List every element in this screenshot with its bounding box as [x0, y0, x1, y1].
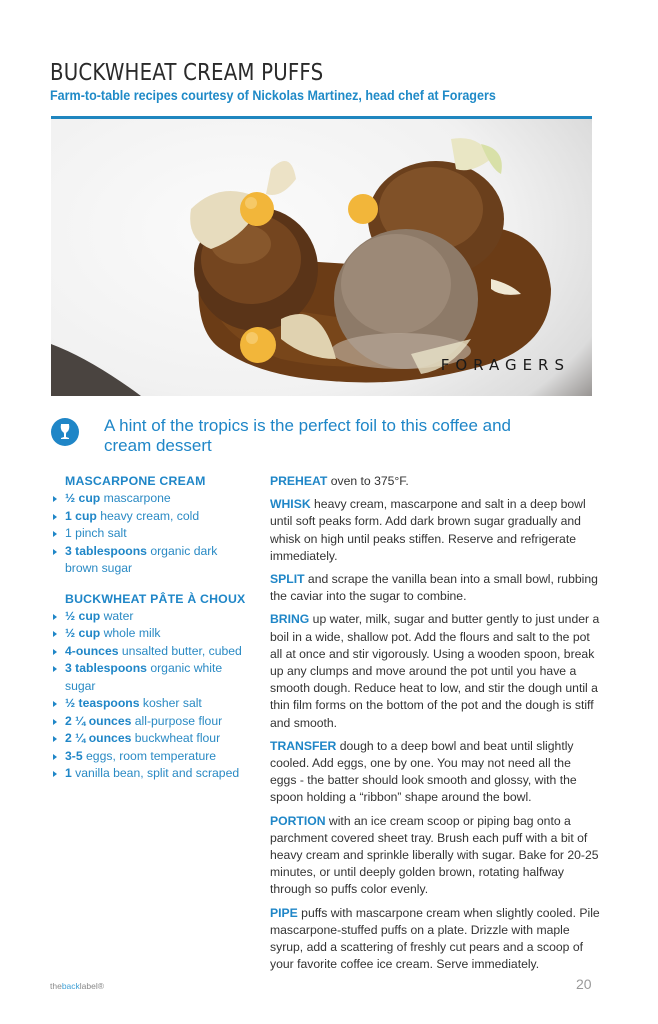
- ingredient-item: [50, 508, 250, 526]
- step-verb: PREHEAT: [270, 474, 328, 488]
- ingredient-item: [50, 695, 250, 713]
- ingredient-name: vanilla bean, split and scraped: [71, 766, 240, 780]
- ingredient-name: eggs, room temperature: [82, 748, 217, 763]
- ingredient-item: [50, 608, 250, 626]
- ingredient-name: whole milk: [100, 626, 161, 640]
- step-verb: TRANSFER: [270, 738, 337, 753]
- ingredients-list-mascarpone: [50, 490, 250, 578]
- step-pipe: [270, 905, 600, 974]
- ingredient-qty: ½ cup: [65, 626, 101, 640]
- page-number: 20: [576, 976, 592, 992]
- ingredient-qty: 1 cup: [65, 508, 97, 523]
- ingredient-item: [50, 748, 250, 766]
- ingredient-qty: ½ cup: [65, 608, 101, 623]
- step-text: heavy cream, mascarpone and salt in a deep bowl until soft peaks form. Add dark brown sugar gradually and whisk on high until peaks stiffen. Reserve and refrigerate immediately.: [270, 497, 586, 563]
- ingredient-item: [50, 525, 250, 543]
- dessert-illustration: [51, 119, 592, 396]
- step-verb: PORTION: [270, 813, 326, 828]
- ingredient-qty: 2 ¼ ounces: [65, 731, 132, 745]
- footer-brand-logo: [50, 981, 104, 991]
- step-preheat: [270, 473, 600, 490]
- step-text: dough to a deep bowl and beat until slightly cooled. Add eggs, one by one. You may not need all the eggs - the batter should look smooth and glossy, with the spoon holding a “ribbon” shape around the bowl.: [270, 738, 577, 805]
- ingredient-name: unsalted butter, cubed: [118, 643, 242, 658]
- ingredient-qty: ½ teaspoons: [65, 696, 140, 710]
- step-verb: BRING: [270, 612, 310, 627]
- step-text: up water, milk, sugar and butter gently to just under a boil in a wide, shallow pot. Add the flours and salt to the pot all at once and stir vigorously. Using a wooden spoon, break up any clumps and move around the pot until you have a smooth dough. Reduce heat to low, and stir the dough until a thin film forms on the bottom of the pot and the dough is stiff and smooth.: [270, 612, 600, 730]
- step-bring: [270, 611, 600, 731]
- ingredients-column: [50, 473, 250, 783]
- instructions-column: [270, 473, 600, 979]
- ingredient-qty: 2 ¼ ounces: [65, 713, 132, 728]
- ingredient-name: water: [100, 608, 134, 623]
- step-verb: SPLIT: [270, 572, 305, 587]
- ingredient-name: organic white sugar: [65, 661, 223, 693]
- step-verb: PIPE: [270, 905, 298, 920]
- ingredients-list-choux: [50, 608, 250, 783]
- step-verb: WHISK: [270, 497, 311, 512]
- dessert-photo: [51, 116, 592, 396]
- ingredient-qty: 3 tablespoons: [65, 543, 147, 558]
- ingredient-item: [50, 765, 250, 783]
- ingredient-name: 1 pinch salt: [65, 526, 127, 540]
- brand-part: label®: [79, 981, 105, 991]
- step-text: and scrape the vanilla bean into a small bowl, rubbing the caviar into the sugar to combine.: [270, 572, 598, 604]
- ingredient-item: [50, 490, 250, 508]
- page-title: BUCKWHEAT CREAM PUFFS: [50, 60, 324, 86]
- step-text: oven to 375°F.: [327, 474, 409, 488]
- ingredient-item: [50, 730, 250, 748]
- step-split: [270, 571, 600, 605]
- ingredient-name: buckwheat flour: [131, 731, 221, 745]
- ingredients-heading-choux: BUCKWHEAT PÂTE À CHOUX: [65, 591, 246, 606]
- brand-accent: back: [61, 981, 80, 991]
- page-subtitle: Farm-to-table recipes courtesy of Nickolas Martinez, head chef at Foragers: [50, 88, 496, 103]
- ingredient-item: [50, 643, 250, 661]
- step-transfer: [270, 738, 600, 807]
- ingredient-qty: 3-5: [65, 748, 83, 763]
- ingredient-name: mascarpone: [100, 491, 171, 505]
- step-portion: [270, 813, 600, 899]
- ingredient-item: [50, 543, 250, 578]
- ingredient-name: kosher salt: [139, 696, 202, 710]
- step-whisk: [270, 496, 600, 565]
- ingredient-qty: 3 tablespoons: [65, 661, 147, 675]
- photo-credit: FORAGERS: [440, 356, 570, 374]
- ingredient-qty: 1: [65, 766, 72, 780]
- step-text: puffs with mascarpone cream when slightly cooled. Pile mascarpone-stuffed puffs on a plate. Drizzle with maple syrup, add a scattering of freshly cut pears and a scoop of your favorite coffee ice cream. Serve immediately.: [270, 905, 600, 972]
- tagline: A hint of the tropics is the perfect foil to this coffee and cream dessert: [104, 416, 511, 455]
- ingredient-item: [50, 625, 250, 643]
- ingredient-qty: ½ cup: [65, 491, 101, 505]
- ingredient-name: heavy cream, cold: [96, 508, 200, 523]
- ingredient-item: [50, 660, 250, 695]
- ingredients-heading-mascarpone: MASCARPONE CREAM: [65, 474, 206, 488]
- step-text: with an ice cream scoop or piping bag onto a parchment covered sheet tray. Brush each puff with a bit of heavy cream and sprinkle liberally with sugar. Bake for 20-25 minutes, or until deeply golden brown, rotating halfway through so puffs color evenly.: [270, 813, 599, 897]
- brand-part: the: [50, 981, 62, 991]
- ingredient-name: organic dark brown sugar: [65, 543, 218, 575]
- ingredient-item: [50, 713, 250, 731]
- ingredient-name: all-purpose flour: [131, 713, 223, 728]
- ingredient-qty: 4-ounces: [65, 643, 119, 658]
- wine-glass-icon: [51, 418, 79, 446]
